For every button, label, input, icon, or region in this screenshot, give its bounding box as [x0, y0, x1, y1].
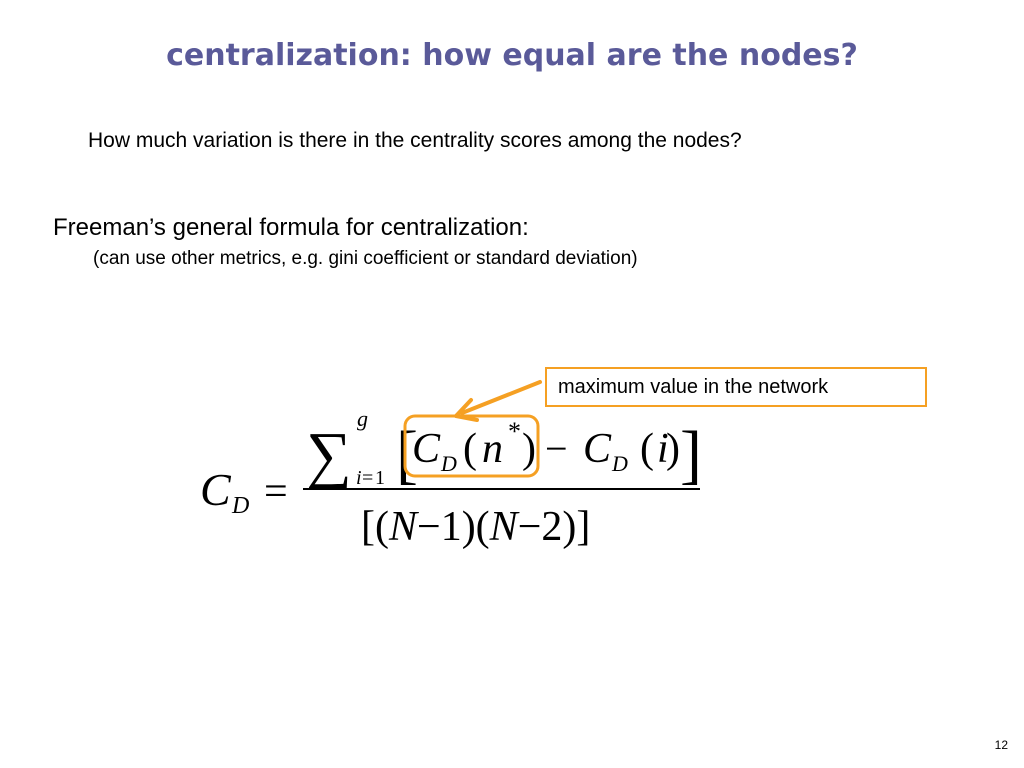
term1-subscript: D — [441, 451, 457, 476]
term1-close-paren: ) — [522, 426, 536, 472]
equals-sign: = — [264, 469, 288, 515]
denom-minus2: − — [517, 504, 542, 550]
term1-star: * — [508, 417, 521, 446]
freeman-note: (can use other metrics, e.g. gini coefficient or standard deviation) — [93, 248, 638, 269]
denom-one: 1 — [440, 504, 462, 550]
minus-sign: − — [545, 426, 568, 471]
close-bracket: ] — [680, 418, 702, 491]
denominator — [361, 504, 590, 550]
lhs-subscript: D — [232, 493, 250, 519]
term2-subscript: D — [612, 451, 628, 476]
denom-n2: N — [489, 504, 518, 550]
sum-lower-equals: = — [362, 467, 374, 489]
open-bracket: [ — [396, 418, 418, 491]
sum-lower-index: i — [356, 467, 362, 489]
callout-box: maximum value in the network — [545, 367, 927, 407]
denom-n1: N — [388, 504, 417, 550]
question-text: How much variation is there in the centrality scores among the nodes? — [88, 129, 742, 152]
sum-upper-limit: g — [357, 406, 368, 431]
callout-arrow-line — [462, 382, 540, 413]
term2-symbol: C — [583, 426, 612, 472]
slide-title: centralization: how equal are the nodes? — [166, 38, 858, 73]
denom-minus1: − — [417, 504, 441, 550]
term1-open-paren: ( — [463, 426, 477, 472]
denom-two: 2 — [541, 504, 563, 550]
term2-argument: i — [657, 426, 669, 472]
sum-symbol: ∑ — [306, 419, 352, 490]
term1-argument: n — [482, 426, 503, 472]
sum-lower-value: 1 — [375, 467, 385, 489]
term1-symbol: C — [412, 426, 441, 472]
page-number: 12 — [994, 738, 1008, 752]
denom-mid: )( — [461, 504, 490, 550]
denom-open: [( — [361, 504, 389, 550]
term2-open-paren: ( — [640, 426, 654, 472]
freeman-heading: Freeman’s general formula for centralization: — [53, 214, 529, 241]
denom-close: )] — [562, 504, 591, 550]
term2-close-paren: ) — [666, 426, 680, 472]
lhs-symbol: C — [200, 464, 231, 515]
